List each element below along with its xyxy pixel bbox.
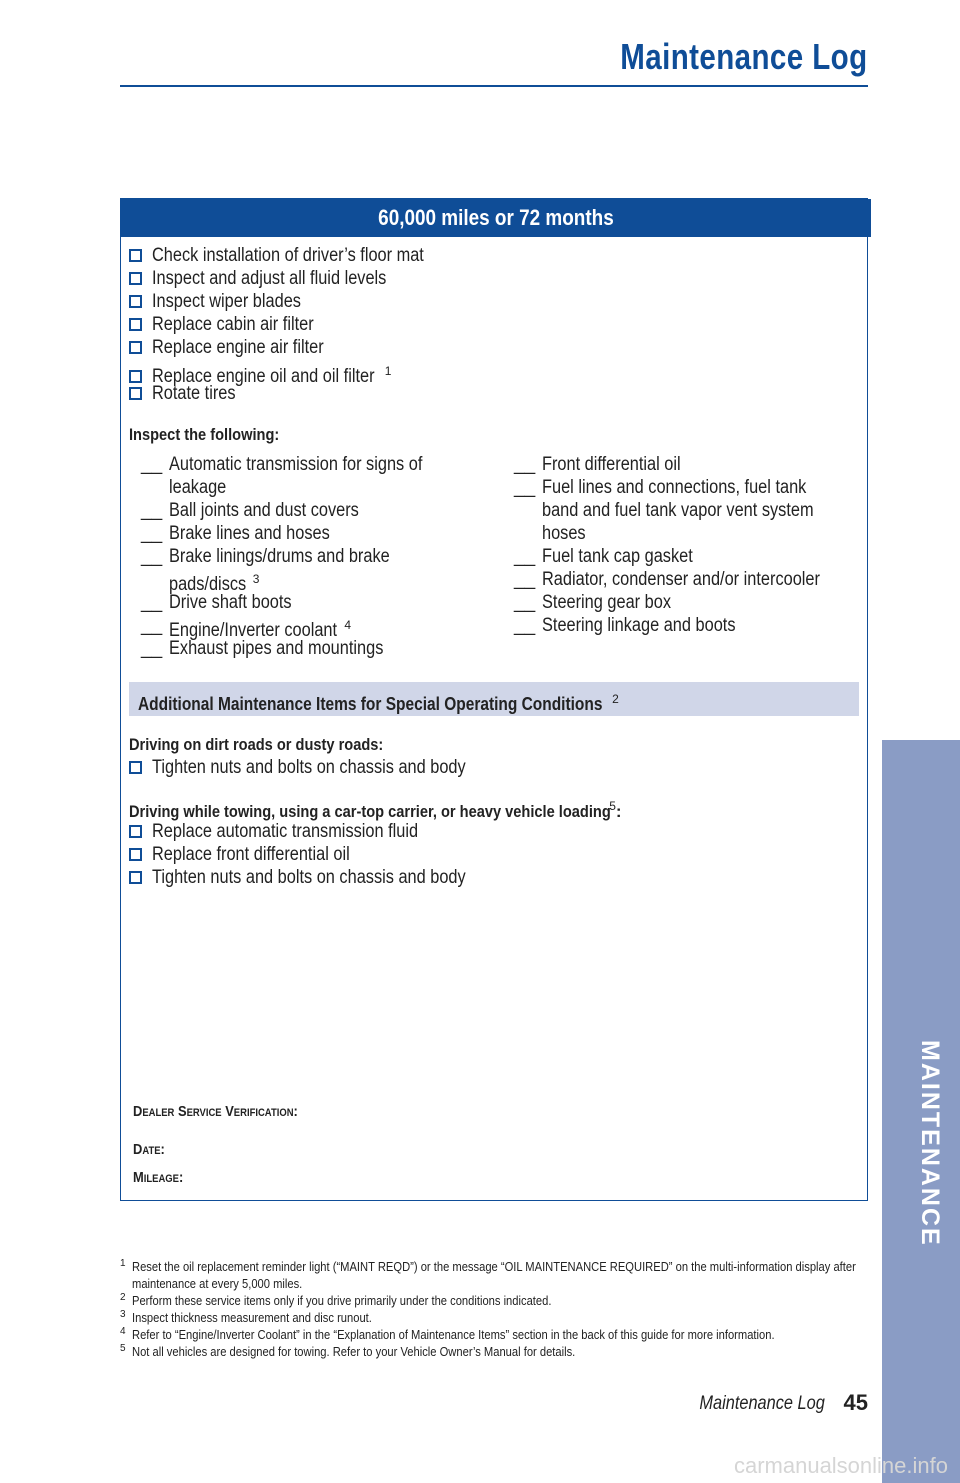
inspect-item	[514, 453, 864, 476]
checklist-item[interactable]	[129, 291, 325, 313]
footnote-ref: 2	[612, 692, 619, 706]
blank-line: __	[514, 454, 536, 475]
inspect-text: Engine/Inverter coolant	[169, 620, 338, 642]
inspect-text: Exhaust pipes and mountings	[169, 638, 384, 659]
side-tab-label: MAINTENANCE	[916, 1040, 944, 1247]
blank-line: __	[141, 454, 163, 475]
checkbox[interactable]	[129, 848, 142, 861]
watermark: carmanualsonline.info	[733, 1453, 948, 1478]
mileage-label: Mileage:	[133, 1169, 184, 1186]
checklist-item[interactable]	[129, 360, 392, 388]
page-title: Maintenance Log	[620, 36, 868, 77]
date-label: Date:	[133, 1141, 165, 1158]
checkbox[interactable]	[129, 249, 142, 262]
dirt-roads-heading: Driving on dirt roads or dusty roads:	[129, 735, 384, 754]
blank-line: __	[141, 615, 163, 636]
inspect-text: Brake lines and hoses	[169, 523, 330, 544]
checklist-text: Tighten nuts and bolts on chassis and body	[152, 757, 466, 778]
checklist-text: Tighten nuts and bolts on chassis and body	[152, 867, 466, 888]
inspect-text: Radiator, condenser and/or intercooler	[542, 569, 820, 590]
checklist-text: Rotate tires	[152, 383, 236, 404]
title-divider	[120, 85, 868, 87]
inspect-item	[141, 637, 501, 660]
inspect-item	[514, 545, 864, 568]
blank-line: __	[141, 592, 163, 613]
inspect-item	[514, 568, 864, 591]
inspect-text-cont: pads/discs	[169, 574, 247, 596]
section-side-tab[interactable]	[882, 740, 960, 1483]
checkbox[interactable]	[129, 871, 142, 884]
checklist-text: Check installation of driver’s floor mat	[152, 245, 424, 266]
blank-line: __	[141, 638, 163, 659]
page-number: 45	[843, 1390, 868, 1415]
checkbox[interactable]	[129, 825, 142, 838]
footnote-ref: 1	[384, 364, 392, 378]
inspect-text: Brake linings/drums and brake	[169, 546, 390, 567]
checklist-text: Replace automatic transmission fluid	[152, 821, 419, 842]
inspect-item	[141, 453, 501, 499]
inspect-text: Steering linkage and boots	[542, 615, 736, 636]
dealer-verification-label: Dealer Service Verification:	[133, 1103, 298, 1120]
checklist-item[interactable]	[129, 268, 425, 290]
checkbox[interactable]	[129, 318, 142, 331]
blank-line: __	[141, 500, 163, 521]
blank-line: __	[514, 546, 536, 567]
checkbox[interactable]	[129, 370, 142, 383]
inspect-text: Automatic transmission for signs of	[169, 454, 423, 475]
checkbox[interactable]	[129, 761, 142, 774]
blank-line: __	[514, 569, 536, 590]
inspect-text: Ball joints and dust covers	[169, 500, 359, 521]
inspect-item	[514, 476, 864, 545]
inspect-text: Fuel tank cap gasket	[542, 546, 693, 567]
footnote: 3 Inspect thickness measurement and disc runout.	[120, 1309, 372, 1325]
checklist-item[interactable]	[129, 337, 352, 359]
inspect-item	[141, 545, 501, 596]
checklist-item[interactable]	[129, 821, 461, 843]
inspect-text: Fuel lines and connections, fuel tank	[542, 477, 807, 498]
inspect-item	[141, 499, 501, 522]
checklist-item[interactable]	[129, 383, 249, 405]
additional-title: Additional Maintenance Items for Special Operating Conditions	[138, 694, 603, 714]
blank-line: __	[141, 523, 163, 544]
interval-title: 60,000 miles or 72 months	[378, 205, 614, 230]
inspect-heading: Inspect the following:	[129, 425, 280, 444]
inspect-text-cont: band and fuel tank vapor vent system	[542, 500, 814, 521]
inspect-text: Drive shaft boots	[169, 592, 292, 613]
blank-line: __	[514, 592, 536, 613]
footnote-ref: 3	[252, 572, 260, 586]
inspect-item	[141, 522, 501, 545]
checklist-item[interactable]	[129, 245, 468, 267]
checklist-item[interactable]	[129, 844, 382, 866]
footnote: 5 Not all vehicles are designed for towing. Refer to your Vehicle Owner’s Manual for details.	[120, 1343, 576, 1359]
footnote: 1 Reset the oil replacement reminder light (“MAINT REQD”) or the message “OIL MAINTENANCE REQUIRED” on the multi-information display after maintenance at every 5,000 miles.	[120, 1258, 856, 1291]
checklist-text: Replace cabin air filter	[152, 314, 314, 335]
blank-line: __	[514, 615, 536, 636]
maintenance-box	[120, 198, 868, 1201]
checkbox[interactable]	[129, 387, 142, 400]
interval-header	[121, 199, 871, 237]
blank-line: __	[141, 546, 163, 567]
blank-line: __	[514, 477, 536, 498]
footnote: 4 Refer to “Engine/Inverter Coolant” in the “Explanation of Maintenance Items” section in the back of this guide for more information.	[120, 1326, 775, 1342]
checklist-text: Replace front differential oil	[152, 844, 350, 865]
inspect-text: Steering gear box	[542, 592, 671, 613]
additional-conditions-banner	[129, 682, 859, 716]
towing-heading: Driving while towing, using a car-top carrier, or heavy vehicle loading$^5$:	[129, 799, 622, 821]
checklist-text: Replace engine oil and oil filter	[152, 366, 375, 388]
checklist-item[interactable]	[129, 757, 517, 779]
checklist-text: Replace engine air filter	[152, 337, 324, 358]
inspect-item	[514, 614, 864, 637]
inspect-item	[141, 591, 501, 614]
inspect-item	[141, 614, 501, 642]
footer-section-label: Maintenance Log	[699, 1393, 825, 1414]
checkbox[interactable]	[129, 341, 142, 354]
footnotes	[120, 1258, 862, 1360]
inspect-item	[514, 591, 864, 614]
checkbox[interactable]	[129, 295, 142, 308]
checklist-text: Inspect wiper blades	[152, 291, 301, 312]
footnote: 2 Perform these service items only if you drive primarily under the conditions indicated.	[120, 1292, 552, 1308]
checklist-item[interactable]	[129, 314, 340, 336]
inspect-text-cont: hoses	[542, 523, 586, 544]
checklist-item[interactable]	[129, 867, 517, 889]
checkbox[interactable]	[129, 272, 142, 285]
checklist-text: Inspect and adjust all fluid levels	[152, 268, 387, 289]
footnote-ref: 5	[609, 799, 616, 813]
footnote-ref: 4	[344, 618, 352, 632]
inspect-text-cont: leakage	[169, 477, 227, 498]
inspect-text: Front differential oil	[542, 454, 681, 475]
